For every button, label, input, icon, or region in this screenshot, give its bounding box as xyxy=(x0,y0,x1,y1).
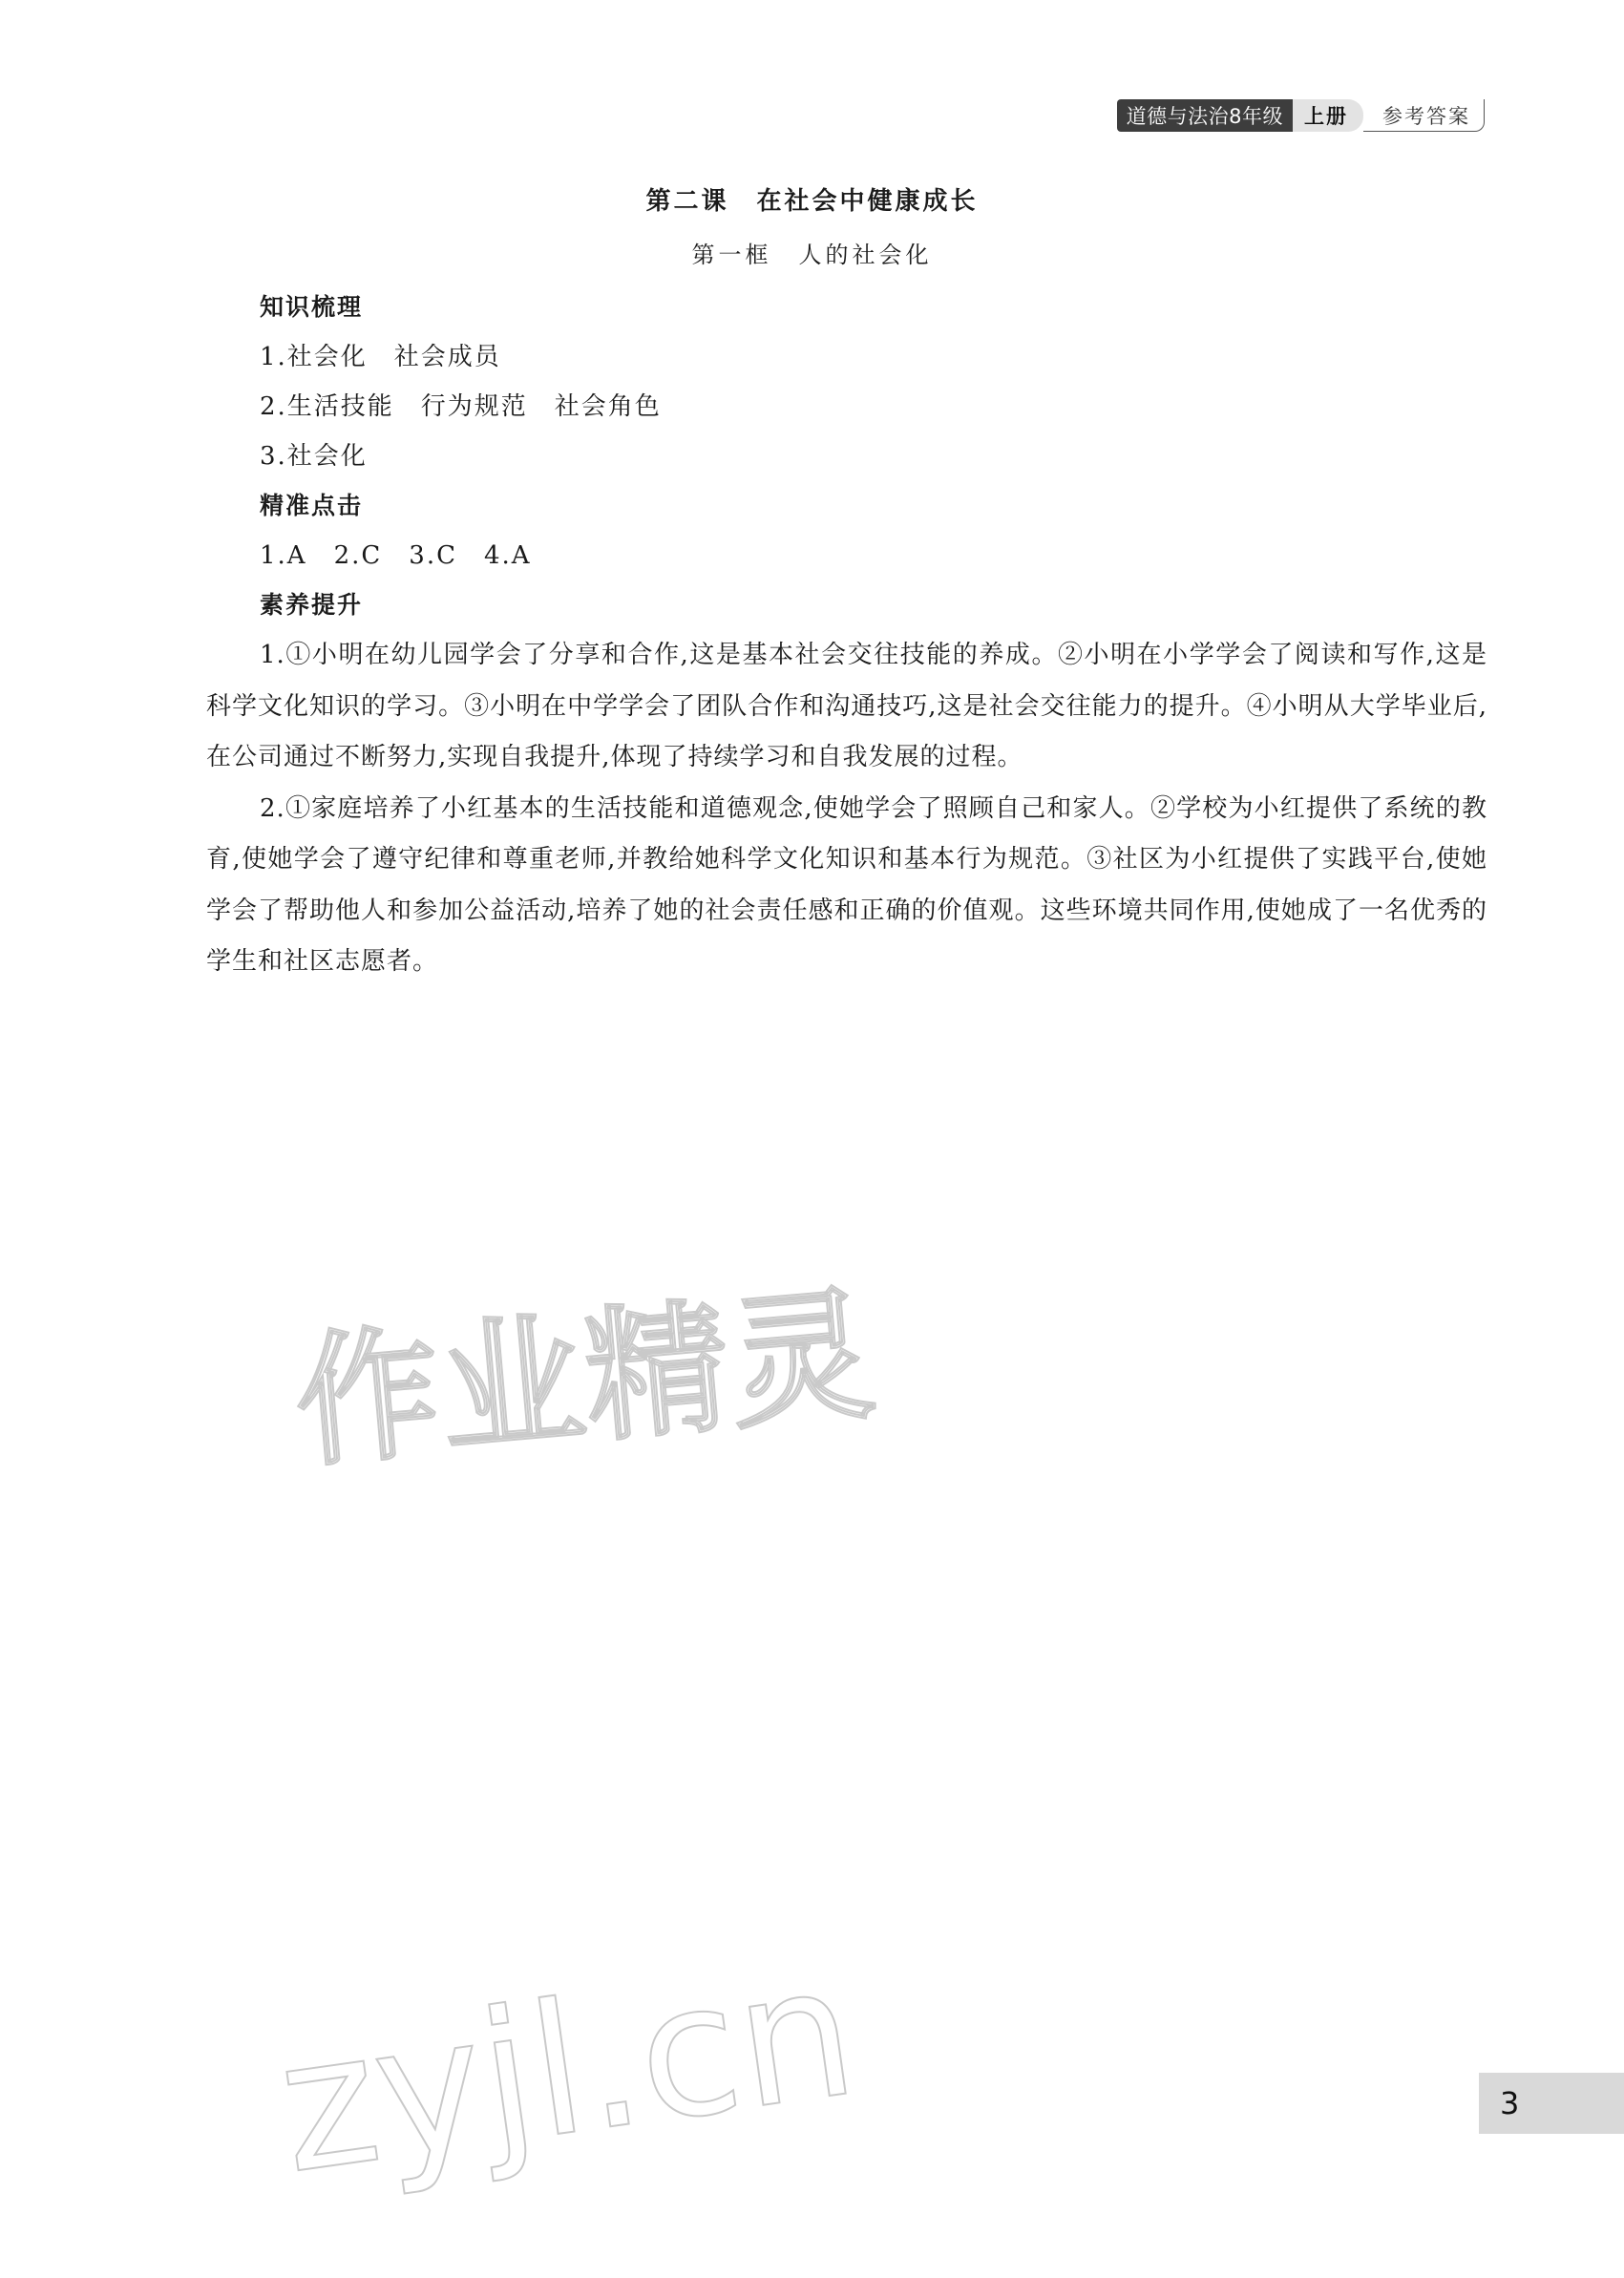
header-section: 参考答案 xyxy=(1363,99,1485,132)
knowledge-line: 1.社会化 社会成员 xyxy=(260,343,501,371)
knowledge-line: 3.社会化 xyxy=(260,442,368,471)
page-header xyxy=(1117,99,1485,132)
knowledge-line: 2.生活技能 行为规范 社会角色 xyxy=(260,392,662,421)
practice-heading: 精准点击 xyxy=(260,492,364,519)
improve-heading: 素养提升 xyxy=(260,591,364,619)
header-subject: 道德与法治8年级 xyxy=(1117,99,1293,132)
knowledge-heading: 知识梳理 xyxy=(260,293,364,321)
watermark-logo-text: 作业精灵 xyxy=(289,1271,882,1488)
improve-answer-2: 2.①家庭培养了小红基本的生活技能和道德观念,使她学会了照顾自己和家人。②学校为小红提供了系统的教育,使她学会了遵守纪律和尊重老师,并教给她科学文化知识和基本行为规范。③社区为小红提供了实践平台,使她学会了帮助他人和参加公益活动,培养了她的社会责任感和正确的价值观。这些环境共同作用,使她成了一名优秀的学生和社区志愿者。 xyxy=(206,793,1487,976)
watermark-url: zyjl.cn xyxy=(267,1925,867,2214)
improve-answer-1: 1.①小明在幼儿园学会了分享和合作,这是基本社会交往技能的养成。②小明在小学学会了阅读和写作,这是科学文化知识的学习。③小明在中学学会了团队合作和沟通技巧,这是社会交往能力的提升。④小明从大学毕业后,在公司通过不断努力,实现自我提升,体现了持续学习和自我发展的过程。 xyxy=(206,641,1487,771)
page-number: 3 xyxy=(1479,2073,1624,2134)
frame-title: 第一框 人的社会化 xyxy=(691,242,933,268)
lesson-title: 第二课 在社会中健康成长 xyxy=(645,187,979,216)
practice-answers: 1.A 2.C 3.C 4.A xyxy=(260,541,532,570)
answer-content xyxy=(206,283,1487,988)
header-volume: 上册 xyxy=(1293,99,1363,132)
